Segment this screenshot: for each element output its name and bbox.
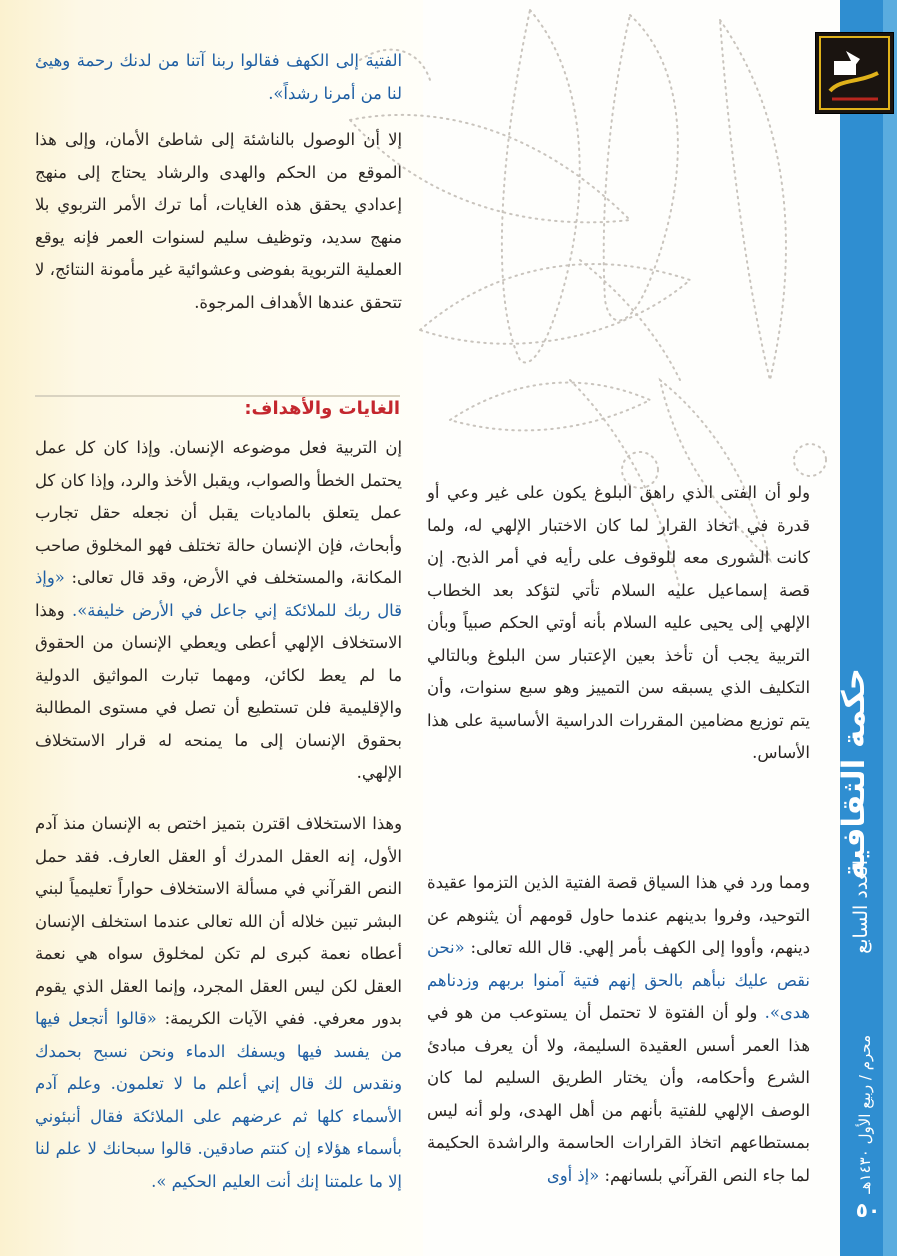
section-divider [35,395,400,397]
magazine-title: حكمة الثقافية [836,668,872,880]
left-column-bottom [35,808,402,1198]
right-paragraph-2-quote: «نحن نقص عليك نبأهم بالحق إنهم فتية آمنوا بربهم وزدناهم هدى». [427,938,810,1022]
right-column-bottom [427,867,810,1192]
right-paragraph-2-end: ولو أن الفتوة لا تحتمل أن يستوعب من هو في هذا العمر أسس العقيدة السليمة، ولا أن يعرف مبادئ الشرع وأحكامه، وأن يختار الطريق السليم لما كان الوصف الإلهي للفتية بأنهم من أهل الهدى، ولو أنه ليس بمستطاعهم اتخاذ القرارات الحاسمة والراشدة الحكيمة لما جاء النص القرآني بلسانهم: [427,1003,810,1185]
right-paragraph-2-start: ومما ورد في هذا السياق قصة الفتية الذين التزموا عقيدة التوحيد، وفروا بدينهم عندما حاول قومهم أن يثنوهم عن دينهم، وأووا إلى الكهف بأمر إلهي. قال الله تعالى: [427,873,810,957]
left-paragraph-3-text: وهذا الاستخلاف اقترن بتميز اختص به الإنسان منذ آدم الأول، إنه العقل المدرك أو العقل العارف. فقد حمل النص القرآني في مسألة الاستخلاف حواراً تعليمياً لبني البشر تبين خلاله أن الله تعالى عندما استخلف الإنسان أعطاه نعمة كبرى لم تكن لمخلوق سواه هي نعمة العقل لكن ليس العقل المجرد، وإنما العقل الذي يقوم بدور معرفي. ففي الآيات الكريمة: [35,814,402,1028]
logo-seal-icon [816,33,893,113]
right-paragraph-2 [427,867,810,1192]
issue-label: العدد السابع [850,860,872,954]
left-paragraph-3 [35,808,402,1198]
left-paragraph-2-end: وهذا الاستخلاف الإلهي أعطى ويعطي الإنسان من الحقوق ما لم يعط لكائن، ومهما تبارت المواثيق الدولية والإقليمية فلن تستطيع أن تصل في مستوى المطالبة بحقوق الإنسان إلى ما يمنحه له قرار الاستخلاف الإلهي. [35,600,402,782]
left-paragraph-1: إلا أن الوصول بالناشئة إلى شاطئ الأمان، وإلى هذا الموقع من الحكم والهدى والرشاد يحتاج إلى منهج إعدادي يحقق هذه الغايات، أما ترك الأمر التربوي بلا منهج سديد، وتوظيف سليم لسنوات العمر فإنه يوقع العملية التربوية بفوضى وعشوائية غير مأمونة النتائج، لا تتحقق عندها الأهداف المرجوة. [35,130,402,312]
right-paragraph-2-tail: «إذ أوى [546,1165,600,1185]
right-column-top [427,477,810,770]
issue-date: محرم / ربيع الأول ١٤٣٠هـ [856,1035,874,1194]
page-number: ٥٠ [855,1198,881,1222]
section-heading: الغايات والأهداف: [244,398,400,419]
edge-highlight-strip [883,0,897,1256]
left-paragraph-2 [35,432,402,790]
quote-top: الفتية إلى الكهف فقالوا ربنا آتنا من لدنك رحمة وهيئ لنا من أمرنا رشداً». [35,51,402,103]
left-paragraph-3-quote: «قالوا أتجعل فيها من يفسد فيها ويسفك الدماء ونحن نسبح بحمدك ونقدس لك قال إني أعلم ما لا تعلمون. وعلم آدم الأسماء كلها ثم عرضهم على الملائكة فقال أنبئوني بأسماء هؤلاء إن كنتم صادقين. قالوا سبحانك لا علم لنا إلا ما علمتنا إنك أنت العليم الحكيم ». [35,1009,402,1191]
left-paragraph-2-quote: «وإذ قال ربك للملائكة إني جاعل في الأرض خليفة». [35,568,402,620]
left-column-middle [35,432,402,790]
right-paragraph-1: ولو أن الفتى الذي راهق البلوغ يكون على غير وعي أو قدرة في اتخاذ القرار لما كان الاختبار الإلهي له، ولما كانت الشورى معه للوقوف على رأيه في أمر الذبح. إن قصة إسماعيل عليه السلام تأتي لتؤكد بعد الخطاب الإلهي إلى يحيى عليه السلام بأنه أوتي الحكم صبياً وبأن التربية يجب أن تأخذ بعين الإعتبار سن البلوغ وبالتالي التكليف الذي يسبقه سن التمييز وهو سبع سنوات، وأن يتم توزيع مضامين المقررات الدراسية الأساسية على هذا الأساس. [427,483,810,762]
left-paragraph-2-start: إن التربية فعل موضوعه الإنسان. وإذا كان كل عمل يحتمل الخطأ والصواب، ويقبل الأخذ والرد، وإذا كان كل عمل يتعلق بالماديات يقبل أن نجعله حقل تجارب وأبحاث، فإن الإنسان حالة تختلف فهو المخلوق صاحب المكانة، والمستخلف في الأرض، وقد قال تعالى: [35,438,402,587]
left-column-top [35,45,402,319]
